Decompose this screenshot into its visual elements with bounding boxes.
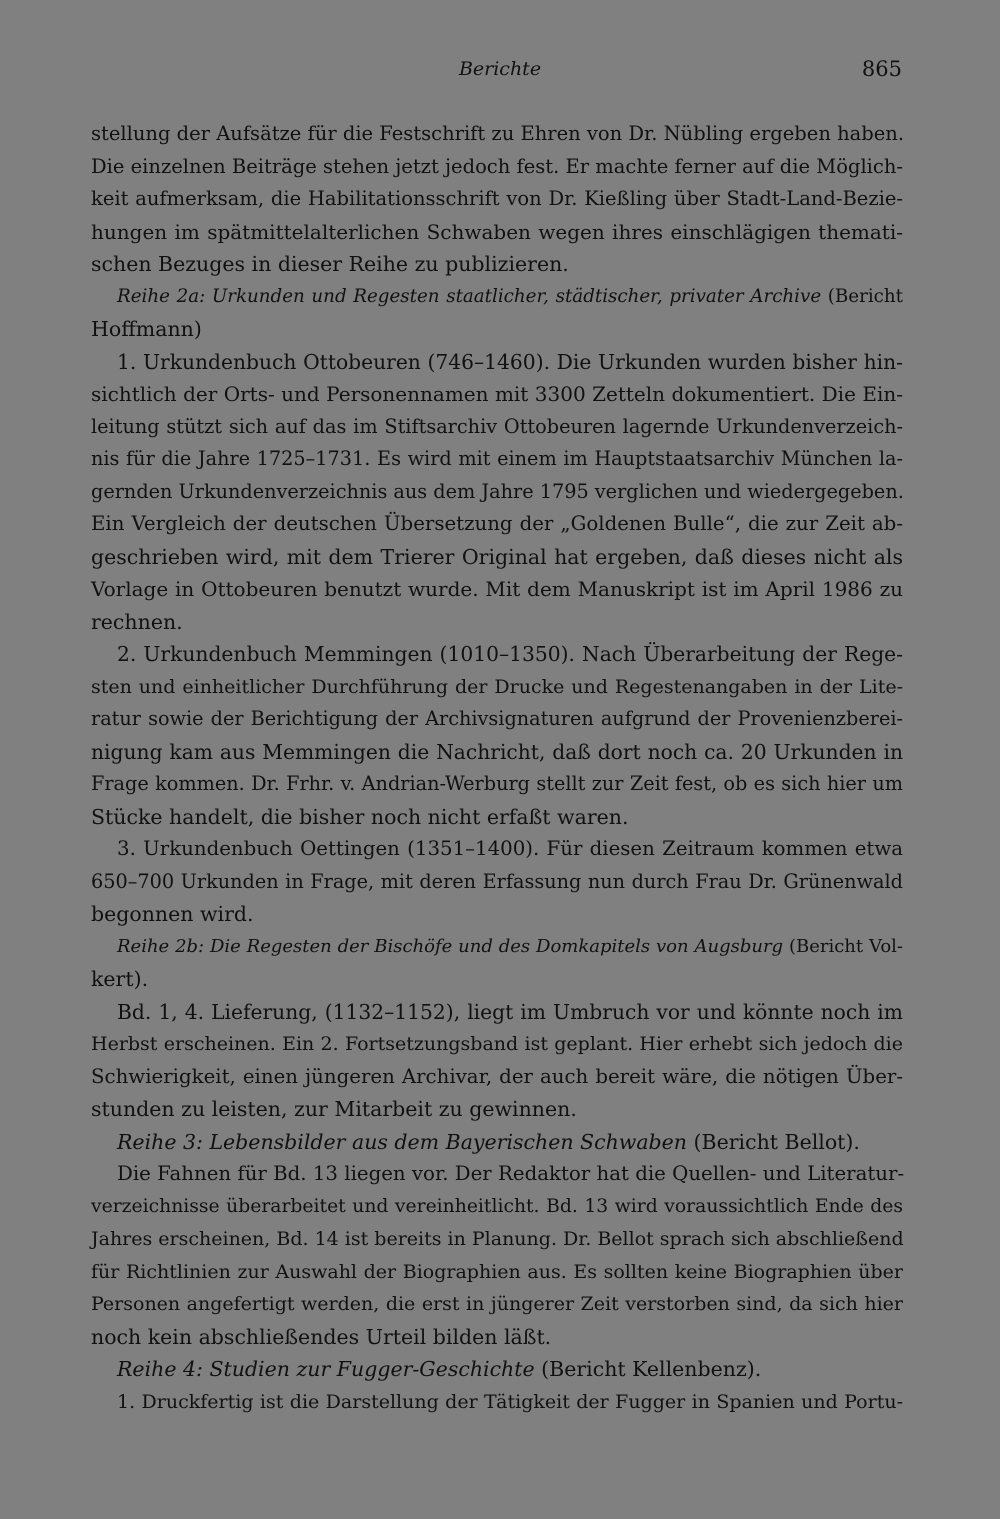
text-line: [91, 346, 903, 379]
line-text: (Bericht: [821, 285, 903, 307]
text-line: [91, 898, 903, 931]
line-text: Herbst erscheinen. Ein 2. Fortsetzungsband ist geplant. Hier erhebt sich jedoch die: [91, 1033, 903, 1055]
text-line: [91, 736, 903, 769]
line-text: 650–700 Urkunden in Frage, mit deren Erfassung nun durch Frau Dr. Grünenwald: [91, 869, 903, 893]
text-line: [91, 216, 903, 249]
text-line: [91, 313, 903, 346]
text-line: [91, 1191, 903, 1224]
text-line: [91, 1256, 903, 1289]
text-line: [91, 1353, 903, 1386]
line-text: Jahres erscheinen, Bd. 14 ist bereits in Planung. Dr. Bellot sprach sich abschließend: [91, 1228, 904, 1250]
text-line: [91, 866, 903, 899]
text-line: [91, 248, 903, 281]
line-text: schen Bezuges in dieser Reihe zu publizieren.: [91, 252, 569, 276]
text-line: [91, 443, 903, 476]
text-line: [91, 833, 903, 866]
line-text: gernden Urkundenverzeichnis aus dem Jahre 1795 verglichen und wiedergegeben.: [91, 479, 904, 503]
line-text: (Bericht Kellenbenz).: [534, 1357, 762, 1381]
series-title: Reihe 3: Lebensbilder aus dem Bayerischen Schwaben: [117, 1129, 688, 1154]
line-text: leitung stützt sich auf das im Stiftsarchiv Ottobeuren lagernde Urkundenverzeich-: [91, 414, 903, 438]
text-line: [91, 963, 903, 996]
text-line: [91, 1288, 903, 1321]
line-text: Bd. 1, 4. Lieferung, (1132–1152), liegt im Umbruch vor und könnte noch im: [117, 999, 903, 1024]
line-text: nigung kam aus Memmingen die Nachricht, daß dort noch ca. 20 Urkunden in: [91, 739, 903, 764]
text-line: [91, 996, 903, 1029]
text-line: [91, 508, 903, 541]
line-text: hungen im spätmittelalterlichen Schwaben wegen ihres einschlägigen themati-: [91, 219, 903, 244]
line-text: begonnen wird.: [91, 902, 254, 926]
line-text: Schwierigkeit, einen jüngeren Archivar, der auch bereit wäre, die nötigen Über-: [91, 1064, 903, 1088]
line-text: nis für die Jahre 1725–1731. Es wird mit einem im Hauptstaatsarchiv München la-: [91, 447, 903, 470]
text-line: [91, 1158, 903, 1191]
series-title: Reihe 2b: Die Regesten der Bischöfe und des Domkapitels von Augsburg: [117, 935, 784, 957]
text-line: [91, 768, 903, 801]
text-line: [91, 1386, 903, 1419]
text-line: [91, 1223, 903, 1256]
text-line: [91, 1321, 903, 1354]
text-line: [91, 638, 903, 671]
series-title: Reihe 4: Studien zur Fugger-Geschichte: [117, 1357, 535, 1381]
running-title: Berichte: [458, 58, 542, 80]
line-text: Ein Vergleich der deutschen Übersetzung der „Goldenen Bulle“, die zur Zeit ab-: [91, 512, 903, 535]
text-line: [91, 183, 903, 216]
text-line: [91, 476, 903, 509]
text-line: [91, 1126, 903, 1159]
line-text: ratur sowie der Berichtigung der Archivsignaturen aufgrund der Provenienzberei-: [91, 707, 903, 730]
line-text: Stücke handelt, die bisher noch nicht erfaßt waren.: [91, 804, 629, 829]
line-text: für Richtlinien zur Auswahl der Biographien aus. Es sollten keine Biographien über: [91, 1260, 903, 1283]
line-text: noch kein abschließendes Urteil bilden läßt.: [91, 1324, 552, 1349]
text-line: [91, 1061, 903, 1094]
line-text: stellung der Aufsätze für die Festschrift zu Ehren von Dr. Nübling ergeben haben.: [91, 122, 905, 145]
line-text: Personen angefertigt werden, die erst in jüngerer Zeit verstorben sind, da sich hier: [91, 1293, 903, 1315]
series-title: Reihe 2a: Urkunden und Regesten staatlicher, städtischer, privater Archive: [117, 285, 822, 307]
line-text: 3. Urkundenbuch Oettingen (1351–1400). Für diesen Zeitraum kommen etwa: [117, 837, 903, 860]
line-text: Hoffmann): [91, 317, 202, 341]
line-text: 1. Druckfertig ist die Darstellung der Tätigkeit der Fugger in Spanien und Portu-: [117, 1390, 903, 1413]
line-text: sichtlich der Orts- und Personennamen mit 3300 Zetteln dokumentiert. Die Ein-: [91, 382, 903, 406]
line-text: rechnen.: [91, 609, 183, 634]
text-line: [91, 281, 903, 314]
line-text: stunden zu leisten, zur Mitarbeit zu gewinnen.: [91, 1097, 577, 1121]
text-line: [91, 378, 903, 411]
line-text: verzeichnisse überarbeitet und vereinheitlicht. Bd. 13 wird voraussichtlich Ende des: [91, 1195, 903, 1217]
line-text: Frage kommen. Dr. Frhr. v. Andrian-Werburg stellt zur Zeit fest, ob es sich hier um: [91, 772, 903, 795]
line-text: 2. Urkundenbuch Memmingen (1010–1350). Nach Überarbeitung der Rege-: [117, 642, 903, 666]
line-text: keit aufmerksam, die Habilitationsschrift von Dr. Kießling über Stadt-Land-Bezie-: [91, 187, 903, 210]
line-text: kert).: [91, 967, 149, 991]
text-line: [91, 573, 903, 606]
line-text: (Bericht Bellot).: [687, 1129, 860, 1154]
page-number: 865: [861, 57, 902, 81]
text-line: [91, 931, 903, 964]
text-line: [91, 703, 903, 736]
line-text: (Bericht Vol-: [783, 935, 903, 957]
line-text: 1. Urkundenbuch Ottobeuren (746–1460). Die Urkunden wurden bisher hin-: [117, 349, 903, 374]
text-line: [91, 671, 903, 704]
text-line: [91, 606, 903, 639]
line-text: geschrieben wird, mit dem Trierer Original hat ergeben, daß dieses nicht als: [91, 544, 903, 569]
text-line: [91, 1093, 903, 1126]
text-line: [91, 411, 903, 444]
line-text: sten und einheitlicher Durchführung der Drucke und Regestenangaben in der Lite-: [91, 675, 903, 698]
text-line: [91, 151, 903, 184]
line-text: Vorlage in Ottobeuren benutzt wurde. Mit dem Manuskript ist im April 1986 zu: [91, 577, 903, 601]
text-line: [91, 1028, 903, 1061]
body-text: [91, 118, 903, 1418]
text-line: [91, 118, 903, 151]
line-text: Die einzelnen Beiträge stehen jetzt jedoch fest. Er machte ferner auf die Möglich-: [91, 154, 903, 178]
text-line: [91, 541, 903, 574]
text-line: [91, 801, 903, 834]
line-text: Die Fahnen für Bd. 13 liegen vor. Der Redaktor hat die Quellen- und Literatur-: [117, 1162, 905, 1185]
